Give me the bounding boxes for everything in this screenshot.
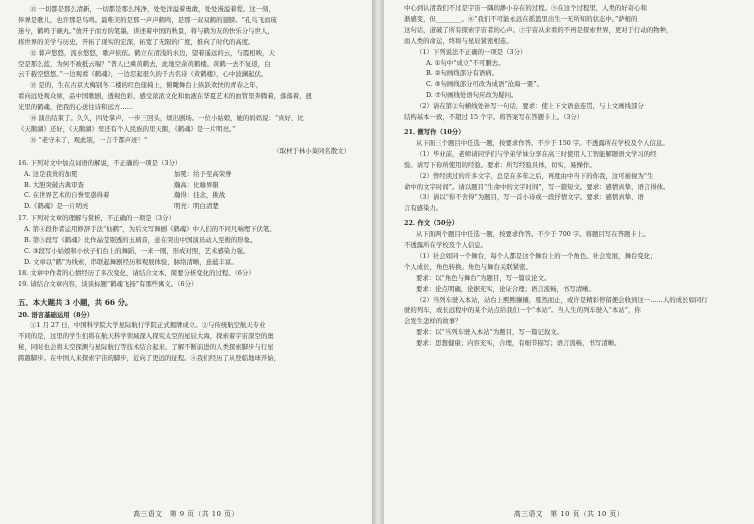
option-row xyxy=(18,180,354,191)
paragraph-line: ⑪ 一切都是那么清新，一切都是那么纯净，处处洋溢着勇敢，处处漫溢着爱。这一刻， xyxy=(30,5,275,13)
question-17: 17. 下列对文章的理解与赏析，不正确的一项是（3分） xyxy=(18,214,175,223)
paragraph-line: 《天鹅湖》还好，《天鹅湖》里还有个人民族的里天鹅，《鹤魂》是一片明亮。” xyxy=(18,124,236,133)
page-footer: 高三语文 第 9 页（共 10 页） xyxy=(133,510,239,518)
passage-line: 秘，同时也会将太空探测与星际航行等技术结合起来，了解不断前进的人类探索脚步与行星 xyxy=(18,343,274,352)
topic-line: （1）社会如同一个舞台，每个人都是这个舞台上的一个角色。社会发展，舞台变化； xyxy=(416,251,657,260)
question-18: 18. 文章中作者的心情经历了多次变化，请结合文本，简要分析变化的过程。（6分） xyxy=(18,268,255,277)
exam-page-10 xyxy=(384,0,754,524)
option-gloss: 瀚得：挂念，挑战 xyxy=(174,191,226,200)
question-22-title: 22. 作文（50分） xyxy=(404,219,459,228)
question-16: 16. 下列对文中加点词语的解说，不正确的一项是（3分） xyxy=(18,158,182,167)
option-text: C. 在世界艺术的自誉里惑得着 xyxy=(24,191,110,200)
option-row xyxy=(18,201,354,212)
paragraph-line: 迷兮，鹤鸣于碗丸。”放开子而方的笔墨，讲述着中国的秋景，将与鹤为友的快乐分与世人， xyxy=(18,26,274,35)
prompt-line: 言有感染力。 xyxy=(404,204,443,213)
option-row xyxy=(18,169,354,180)
prompt-line: 验。请写下你所使用的经验。要求：所写经验具体，切实，易操作。 xyxy=(404,160,596,169)
requirement-line: 要求：思想健康；内容充实，合理，有细节描写；语言流畅，书写清晰。 xyxy=(416,339,621,348)
passage-line: 这句话，道破了所有探索宇宙者的心声。⑦宇宙从来看的不再是探索世界，更对于行动的物种， xyxy=(404,25,673,34)
topic-line: 会发生怎样的故事？ xyxy=(404,317,462,326)
option-gloss: 明亮：明白清楚 xyxy=(174,202,219,211)
essay-paragraphs xyxy=(18,4,354,146)
topic-line: 个人成长，角色转换。角色与舞台关联紧密。 xyxy=(404,262,532,271)
paragraph-line: ⑫ 暮声悠悠，流水悠悠，歌声依依。鹤立在清浅的水边，望着遥远的云，与霞相映，天 xyxy=(30,48,275,57)
paragraph-line: 看向远处观众席，品中国歌剧，透视色彩，感受浓浓文化和血液在华夏艺术的血管里奔腾着，落落着，扭 xyxy=(18,92,312,101)
option-row: C. ③段写小姑娘和小伙子们台上的舞蹈，一来一刚，形成对照，艺术感染力强。 xyxy=(24,246,250,255)
paragraph-line: 空是那么蓝，为何不被抵云端？“普人已乘黄鹤去，此地空余黄鹤楼。黄鹤一去不复返，白 xyxy=(18,59,271,68)
question-21-intro: 从下面三个题目中任选一题，按要求作答。不少于 150 字。不透露所在学校及个人信息。 xyxy=(416,138,669,147)
option-text: B. 大胆突破古典审查 xyxy=(24,180,84,189)
paragraph-line: 光里的鹤魂，把我的心送往诗和远方…… xyxy=(18,103,134,112)
book-gutter xyxy=(372,0,384,524)
question-19: 19. 请结合文章内容，谈谈标题“鹤魂飞扬”有那些寓义。（6分） xyxy=(18,279,198,288)
exam-page-9 xyxy=(0,0,372,524)
topic-line: （2）当列车驶入本站，站台上熙熙攘攘，戛然而止，或许是精彩停留便会收到这一……人的成长如同行 xyxy=(416,295,708,304)
option-row: B. 第⑤段写《鹤魂》比作晶莹剔透的玉璃音，意在突出中国演员动人至极的形象。 xyxy=(24,236,257,245)
option-text: D.《鹤魂》是一片明亮 xyxy=(24,202,89,211)
option-row xyxy=(18,190,354,201)
option-row: D. ⑦句画线处语句应改为疑问。 xyxy=(426,91,518,100)
source-attribution: （取材于林小葵同名散文） xyxy=(273,146,350,155)
prompt-line: （3）请以“你不舍得”为题目，写一首小诗或一段抒情文字。要求：感情真挚，语 xyxy=(416,193,644,202)
prompt-line: （1）毕业前，老师请同学们与学弟学妹分享在高三时使用人工智能解题语文学习的经 xyxy=(416,149,657,158)
passage-line: 不同的是，这里的学生们将在航天科学领域深入探究太空的星辰大海，探索着宇宙深空的奥 xyxy=(18,332,274,341)
sub-question-2-cont: 结构基本一致，不超过 15 个字。将答案写在答题卡上。（3分） xyxy=(404,113,584,122)
question-16-options xyxy=(18,169,354,213)
page-footer: 高三语文 第 10 页（共 10 页） xyxy=(513,510,625,518)
prompt-line: （2）曾经读过的许多文字，总是在多年之后，再度由中当下的你我，这可被视为“生 xyxy=(416,171,654,180)
requirement-line: 要求：以“角色与舞台”为题目，写一篇议论文。 xyxy=(416,273,551,282)
passage-line: 而人类的命运，终将与星辰紧密相连。 xyxy=(404,36,513,45)
passage-line: 渐感变，但________。⑥“我们不可能永远在摇篮里出生一无所知的状态中。”萨根的 xyxy=(404,14,638,23)
option-row: C. ⑤句画线部分可改为成语“沧海一粟”。 xyxy=(426,80,543,89)
paragraph-line: ⑬ 是的，生在古京大梅别冬二楼的红色座椅上，俯瞰舞台上纵跃欢快的青春之年， xyxy=(30,81,263,90)
option-gloss: 瀚高：比喻界限 xyxy=(174,180,219,189)
sub-question-2: （2）请在第②句横线处补写一句话，要求：使上下文语意连贯，与上文画线部分 xyxy=(416,102,644,111)
section-heading: 五、本大题共 3 小题，共 66 分。 xyxy=(18,297,133,307)
requirement-line: 要求：以“当列车驶入本站”为题目，写一篇记叙文。 xyxy=(416,328,564,337)
paragraph-line: 伴弹是歌儿，也许那是鸟鸣。最唯美的是那一声声鹤鸣，是那一双双鹤的翅膀。“孔鸟飞而琉 xyxy=(18,15,277,24)
requirement-line: 要求：论点明确，论据充实，论证合理；语言流畅，书写清晰。 xyxy=(416,284,595,293)
paragraph-line: 将世界的美学与历史，开拓了现实的宏深，拓宽了无限的广度，推向了时代的高度。 xyxy=(18,37,255,46)
option-row: A. 第④段作者运用修辞手法“仙鹤”，为后文写舞剧《鹤魂》中人们的不同凡响埋下伏笔。 xyxy=(24,225,276,234)
passage-line: 跨越脚步。在中国人来探索宇宙的脚步，近向了更远的征程。④我们经历了从登临地球开始， xyxy=(18,354,281,363)
question-22-intro: 从下面两个题目中任选一题，按要求作答。不少于 700 字。将题目写在答题卡上。 xyxy=(416,230,650,239)
question-22-intro: 不透露所在学校及个人信息。 xyxy=(404,241,488,250)
topic-line: 驶的列车，或长远程中的某个站点给我们一个“本站”。当人生的列车驶入“本站”，你 xyxy=(404,306,641,315)
paragraph-line: ⑮ “老守未了，观此别，一言千都声迹！” xyxy=(30,135,148,144)
question-21-title: 21. 微写作（10分） xyxy=(404,127,465,136)
option-row: D. 文章以“鹤”为线索，串联起舞剧经历和观展体验，脉络清晰，意蕴丰富。 xyxy=(24,257,238,266)
sub-question-1: （1）下列说法不正确的一项是（3分） xyxy=(416,47,527,56)
option-gloss: 加冕：给予至高荣誉 xyxy=(174,169,232,178)
option-row: B. ②句画线部分有语病。 xyxy=(426,69,499,78)
passage-line: 中心到认清我们不过是宇宙一隅的渺小存在的过程。⑤在这个过程里，人类的好奇心和 xyxy=(404,4,647,12)
option-text: A. 这是我贵的加冕 xyxy=(24,169,78,178)
question-20: 20. 语言基础运用（8分） xyxy=(18,310,94,319)
paragraph-line: ⑭ 演出结束了。久久，四处掌声，一步三回头，烦出剧场。一位小姑娘，她的妈妈说：“真好，比 xyxy=(30,114,304,123)
prompt-line: 命中的文字时间”。请以题目“生命中的文字时间”，写一篇短文。要求：感情真挚，语言得体。 xyxy=(404,182,670,191)
option-row: A. ①句中“成立”不可删去。 xyxy=(426,58,505,67)
paragraph-line: 云千载空悠悠。”一边观看《鹤魂》，一边忍起很久的千古名诗《黄鹤楼》，心中波澜起伏。 xyxy=(18,70,268,79)
passage-line: ①1 月 27 日，中国科学院大学星际航行学院正式揭牌成立。②与传统航空航天专业 xyxy=(30,321,266,330)
